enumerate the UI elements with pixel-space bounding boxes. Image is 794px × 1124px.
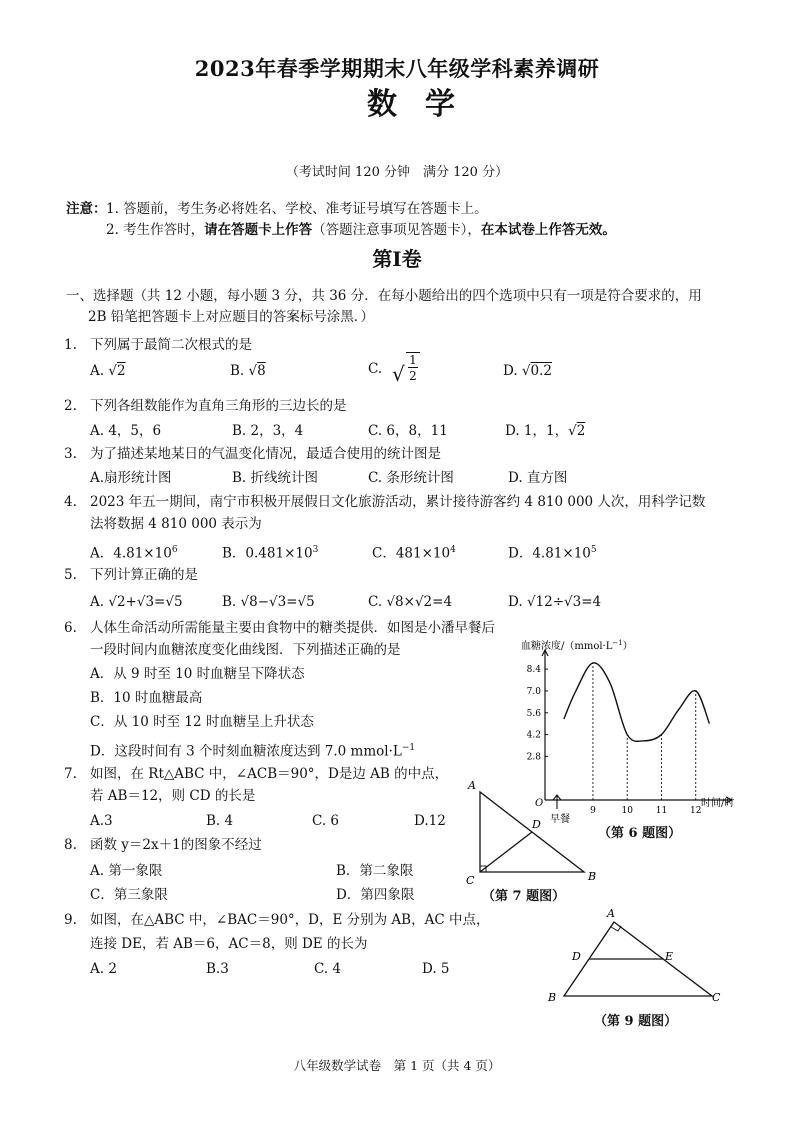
fig6-y-tick-label: 2.8 — [526, 752, 541, 763]
fig7-segment-cd — [480, 832, 532, 872]
q9-number: 9. — [64, 912, 77, 928]
fig6-y-tick-label: 8.4 — [526, 665, 541, 676]
q8-option-c: C．第三象限 — [90, 887, 168, 903]
fig9-label-e: E — [665, 950, 674, 963]
q3-stem: 为了描述某地某日的气温变化情况，最适合使用的统计图是 — [90, 446, 441, 462]
q8-option-b: B．第二象限 — [336, 863, 414, 879]
q3-option-b: B. 折线统计图 — [232, 470, 319, 486]
q8-option-a: A. 第一象限 — [90, 863, 163, 879]
notice-item-1: 1. 答题前，考生务必将姓名、学校、准考证号填写在答题卡上。 — [106, 201, 488, 217]
fig7-caption: （第 7 题图） — [482, 889, 566, 904]
q2-option-b: B. 2，3，4 — [232, 423, 304, 439]
q6-option-d: D．这段时间有 3 个时刻血糖浓度达到 7.0 $mmol\cdot L^{-1}$ — [90, 743, 416, 760]
fig7-label-b: B — [588, 870, 597, 883]
notice-label: 注意： — [66, 201, 107, 217]
q6-stem-line2: 一段时间内血糖浓度变化曲线图．下列描述正确的是 — [90, 642, 401, 658]
fig9-label-b: B — [548, 991, 557, 1004]
q1-number: 1. — [64, 337, 77, 353]
q2-number: 2. — [64, 398, 77, 414]
q1-option-c: C. — [368, 361, 383, 377]
q3-option-a: A.扇形统计图 — [90, 470, 172, 486]
fig9-label-a: A — [607, 908, 615, 920]
q4-number: 4. — [64, 494, 77, 510]
notice-item-2: 2. 考生作答时，请在答题卡上作答（答题注意事项见答题卡），在本试卷上作答无效。 — [106, 222, 616, 238]
q8-option-d: D．第四象限 — [336, 887, 415, 903]
q7-option-c: C. 6 — [312, 813, 340, 829]
fig6-x-tick-label: 10 — [621, 806, 633, 816]
q1-stem: 下列属于最简二次根式的是 — [90, 337, 252, 353]
q8-number: 8. — [64, 837, 77, 853]
q5-number: 5. — [64, 567, 77, 583]
fig7-diagram — [460, 778, 610, 888]
q7-stem-line2: 若 AB＝12，则 CD 的长是 — [90, 788, 256, 804]
fig6-breakfast-label: 早餐 — [550, 814, 570, 825]
q7-number: 7. — [64, 766, 77, 782]
fig7-label-d: D — [532, 818, 541, 831]
fig9-label-d: D — [572, 950, 581, 963]
q1-option-b: B. √8 — [230, 363, 266, 379]
chart-series-line — [564, 663, 710, 742]
q5-option-d: D. √12÷√3=4 — [508, 594, 602, 610]
fig9-diagram — [540, 908, 730, 1008]
q5-stem: 下列计算正确的是 — [90, 567, 198, 583]
q4-stem-line1: 2023 年五一期间，南宁市积极开展假日文化旅游活动，累计接待游客约 4 810 000 人次，用科学记数 — [90, 494, 706, 510]
q6-stem-line1: 人体生命活动所需能量主要由食物中的糖类提供．如图是小潘早餐后 — [90, 620, 495, 636]
q9-stem-line1: 如图，在△ABC 中，∠BAC＝90°，D，E 分别为 AB，AC 中点， — [90, 912, 490, 928]
q4-stem-line2: 法将数据 4 810 000 表示为 — [90, 516, 262, 532]
q4-option-b: B．$0.481\times 10^3$ — [222, 545, 319, 562]
fig6-y-tick-label: 5.6 — [526, 708, 541, 719]
fig9-caption: （第 9 题图） — [594, 1014, 678, 1029]
fig6-x-tick-label: 12 — [690, 806, 702, 816]
q1-option-a: A. √2 — [90, 363, 126, 379]
section1-instruction-line2: 2B 铅笔把答题卡上对应题目的答案标号涂黑．） — [88, 309, 375, 325]
q9-option-c: C. 4 — [314, 961, 342, 977]
fig7-label-a: A — [468, 779, 476, 792]
q7-stem-line1: 如图，在 Rt△ABC 中，∠ACB＝90°，D是边 AB 的中点， — [90, 766, 449, 782]
q4-option-c: C．$481\times 10^4$ — [372, 545, 456, 562]
q2-option-a: A. 4，5，6 — [90, 423, 162, 439]
q7-option-d: D.12 — [414, 813, 446, 829]
q3-option-c: C. 条形统计图 — [368, 470, 454, 486]
exam-info: （考试时间 120 分钟 满分 120 分） — [285, 165, 509, 180]
q6-option-c: C．从 10 时至 12 时血糖呈上升状态 — [90, 714, 314, 730]
q9-option-a: A. 2 — [90, 961, 117, 977]
subject-title: 数学 — [367, 87, 483, 122]
q2-option-c: C. 6，8，11 — [368, 423, 448, 439]
page-footer: 八年级数学试卷 第 1 页（共 4 页） — [293, 1058, 501, 1073]
q5-option-c: C. √8×√2=4 — [368, 594, 453, 610]
fig9-label-c: C — [712, 991, 721, 1004]
fig6-x-tick-label: 11 — [655, 806, 668, 816]
q1-option-d: D. √0.2 — [503, 363, 553, 379]
q6-option-b: B．10 时血糖最高 — [90, 690, 203, 706]
q2-stem: 下列各组数能作为直角三角形的三边长的是 — [90, 398, 347, 414]
q7-option-b: B. 4 — [206, 813, 234, 829]
section1-instruction-line1: 一、选择题（共 12 小题，每小题 3 分，共 36 分．在每小题给出的四个选项中只有一项是符合要求的，用 — [66, 288, 702, 304]
fig7-label-c: C — [466, 874, 475, 887]
fig6-origin: O — [535, 798, 544, 809]
q2-option-d: D. 1，1，√2 — [505, 423, 586, 439]
fig6-y-tick-label: 7.0 — [526, 686, 541, 697]
q7-option-a: A.3 — [90, 813, 113, 829]
q6-number: 6. — [64, 620, 77, 636]
exam-title: 2023年春季学期期末八年级学科素养调研 — [194, 56, 600, 81]
q9-option-b: B.3 — [206, 961, 229, 977]
fig6-caption: （第 6 题图） — [598, 826, 682, 841]
fig6-x-tick-label: 9 — [590, 806, 596, 816]
q3-number: 3. — [64, 446, 77, 462]
q3-option-d: D. 直方图 — [508, 470, 568, 486]
q5-option-b: B. √8−√3=√5 — [222, 594, 315, 610]
q8-stem: 函数 y＝2x＋1的图象不经过 — [90, 837, 262, 853]
volume-title: 第Ⅰ卷 — [372, 247, 422, 271]
q4-option-d: D．$4.81\times 10^5$ — [508, 545, 597, 562]
q5-option-a: A. √2+√3=√5 — [90, 594, 183, 610]
q9-stem-line2: 连接 DE，若 AB＝6，AC＝8，则 DE 的长为 — [90, 936, 368, 952]
fig6-ylabel: 血糖浓度$/(mmol\cdot L^{-1})$ — [521, 639, 633, 652]
q9-option-d: D. 5 — [422, 961, 450, 977]
fig6-xlabel: 时间/时 — [701, 798, 735, 809]
q6-option-a: A．从 9 时至 10 时血糖呈下降状态 — [90, 666, 305, 682]
q4-option-a: A．$4.81\times 10^6$ — [90, 545, 178, 562]
fig6-y-tick-label: 4.2 — [526, 730, 541, 741]
